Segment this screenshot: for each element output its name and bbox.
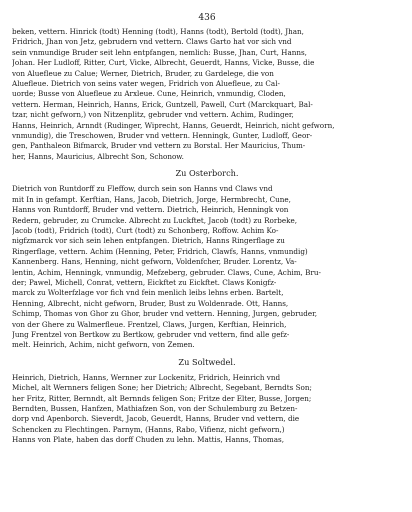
paragraph-2 bbox=[12, 184, 402, 351]
text-line: marck zu Wolterfzlage vor fich vnd fein menlich leibs lehns erben. Bartelt, bbox=[12, 288, 284, 298]
text-line: gen, Panthaleon Bifmarck, Bruder vnd vettern zu Borstal. Her Mauricius, Thum- bbox=[12, 141, 306, 151]
text-line: Hanns, Heinrich, Arnndt (Rudinger, Wiprecht, Hanns, Geuerdt, Heinrich, nicht gefworn, bbox=[12, 120, 335, 130]
text-line: Jacob (todt), Fridrich (todt), Curt (todt) zu Schonberg, Roffow. Achim Ko- bbox=[12, 225, 279, 235]
text-line: Schimp, Thomas von Ghor zu Ghor, bruder vnd vettern. Henning, Jurgen, gebruder, bbox=[12, 309, 317, 319]
text-line: von der Ghere zu Walmerfleue. Frentzel, Claws, Jurgen, Kerftian, Heinrich, bbox=[12, 319, 287, 329]
text-line: her, Hanns, Mauricius, Albrecht Son, Schonow. bbox=[12, 151, 184, 161]
paragraph-3 bbox=[12, 373, 402, 446]
text-line: Aluefleue. Dietrich von seins vater wegen, Fridrich von Aluefleue, zu Cal- bbox=[12, 79, 280, 89]
paragraph-1 bbox=[12, 27, 402, 162]
text-line: Redern, gebruder, zu Crumcke. Albrecht zu Luckftet, Jacob (todt) zu Rorbeke, bbox=[12, 215, 298, 225]
text-line: tzar, nicht gefworn,) von Nitzenplitz, gebruder vnd vettern. Achim, Rudinger, bbox=[12, 110, 294, 120]
text-line: nigfzmarck vor sich sein lehen entpfangen. Dietrich, Hanns Ringerflage zu bbox=[12, 236, 285, 246]
text-line: Johan. Her Ludloff, Ritter, Curt, Vicke, Albrecht, Geuerdt, Hanns, Vicke, Busse, die bbox=[12, 58, 315, 68]
section-heading-soltwedel: Zu Soltwedel. bbox=[178, 356, 236, 367]
text-line: mit In in gefampt. Kerftian, Hans, Jacob, Dietrich, Jorge, Hermbrecht, Cune, bbox=[12, 194, 291, 204]
text-line: Hanns von Runtdorff, Bruder vnd vettern. Dietrich, Heinrich, Henningk von bbox=[12, 205, 289, 215]
text-line: Dietrich von Runtdorff zu Fleffow, durch sein son Hanns vnd Claws vnd bbox=[12, 184, 273, 194]
text-line: dorp vnd Apenborch. Sieverdt, Jacob, Geuerdt, Hanns, Bruder vnd vettern, die bbox=[12, 414, 300, 424]
text-line: Schencken zu Flechtingen. Parnym, (Hanns, Rabo, Vifienz, nicht gefworn,) bbox=[12, 424, 285, 434]
text-line: her Fritz, Ritter, Bernndt, alt Bernnds feligen Son; Fritze der Elter, Busse, Jorgen; bbox=[12, 393, 312, 403]
text-line: der; Pawel, Michell, Conrat, vettern, Eickftet zu Eickftet. Claws Konigfz- bbox=[12, 277, 277, 287]
text-line: Heinrich, Dietrich, Hanns, Wernner zur Lockenitz, Fridrich, Heinrich vnd bbox=[12, 372, 281, 382]
text-line: Berndten, Bussen, Hanfzen, Mathiafzen Son, von der Schulemburg zu Betzen- bbox=[12, 404, 298, 413]
page-number: 436 bbox=[198, 13, 216, 23]
text-line: uorde; Busse von Aluefleue zu Arxleue. Cune, Heinrich, vnmundig, Cloden, bbox=[12, 89, 286, 99]
text-line: lentin, Achim, Henningk, vnmundig, Mefzeberg, gebruder. Claws, Cune, Achim, Bru- bbox=[12, 267, 321, 277]
text-line: Hanns von Plate, haben das dorff Chuden zu lehn. Mattis, Hanns, Thomas, bbox=[12, 435, 284, 445]
text-line: beken, vettern. Hinrick (todt) Henning (todt), Hanns (todt), Bertold (todt), Jhan, bbox=[12, 27, 304, 36]
text-line: sein vnmundige Bruder seit lehn entpfangen, nemlich: Busse, Jhan, Curt, Hanns, bbox=[12, 47, 307, 57]
section-heading-osterborch: Zu Osterborch. bbox=[175, 168, 239, 179]
text-line: Michel, alt Wernners feligen Sone; her Dietrich; Albrecht, Segebant, Berndts Son; bbox=[12, 383, 312, 393]
text-line: Jung Frentzel von Bertkow zu Bertkow, gebruder vnd vettern, find alle gefz- bbox=[12, 329, 290, 339]
text-line: vettern. Herman, Heinrich, Hanns, Erick, Guntzell, Pawell, Curt (Marckquart, Bal- bbox=[12, 99, 313, 109]
text-line: von Aluefleue zu Calue; Werner, Dietrich, Bruder, zu Gardelege, die von bbox=[12, 68, 274, 78]
text-line: Ringerflage, vettern. Achim (Henning, Peter, Fridrich, Clawfs, Hanns, vnmundig) bbox=[12, 246, 308, 256]
text-line: Henning, Albrecht, nicht gefworn, Bruder, Bust zu Woldenrade. Ott, Hanns, bbox=[12, 298, 289, 308]
text-line: melt. Heinrich, Achim, nicht gefworn, von Zemen. bbox=[12, 340, 195, 350]
text-line: Fridrich, Jhan von Jetz, gebrudern vnd vettern. Claws Garto hat vor sich vnd bbox=[12, 37, 292, 47]
text-line: vnmundig), die Treschowen, Bruder vnd vettern. Henningk, Gunter, Ludloff, Geor- bbox=[12, 131, 313, 141]
text-line: Kannenberg. Hans, Henning, nicht gefworn, Voldenfcher, Bruder. Lorentz, Va- bbox=[12, 257, 297, 267]
